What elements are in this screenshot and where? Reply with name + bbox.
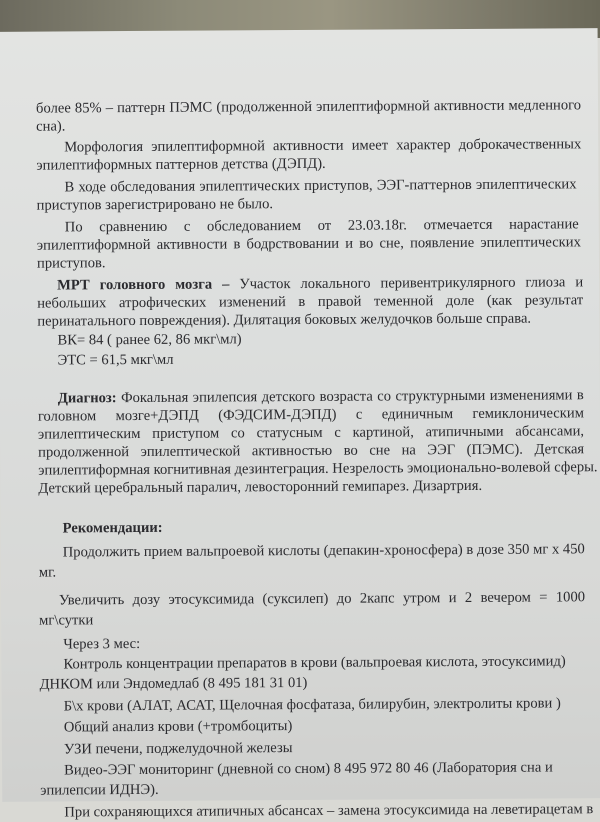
- text-line: сна).: [36, 118, 66, 135]
- mri-text: Участок локального перивентрикулярного глиоза и: [239, 274, 584, 293]
- text-line: Видео-ЭЭГ мониторинг (дневной со сном) 8 495 972 80 46 (Лаборатория сна и: [64, 759, 553, 779]
- diagnosis-label: Диагноз:: [57, 390, 117, 407]
- text-line: мг.: [38, 564, 57, 581]
- text-line: Общий анализ крови (+тромбоциты): [63, 718, 293, 736]
- text-line: УЗИ печени, поджелудочной железы: [63, 740, 293, 758]
- text-line: эпилепсии ИДНЭ).: [40, 781, 159, 799]
- text-line: Увеличить дозу этосуксимида (суксилеп) до 2капс утром и 2 вечером = 1000: [58, 589, 586, 609]
- text-line: головном мозге+ДЭПД (ФЭДСИМ-ДЭПД) с единичным гемиклоническим: [37, 405, 584, 425]
- text-line: мг\сутки: [39, 612, 94, 629]
- document-page: [0, 28, 600, 821]
- text-line: эпилептическим приступом со статусным с картиной, атипичными абсансами,: [37, 423, 585, 443]
- text-line: перинатального повреждения). Дилятация боковых желудочков больше справа.: [37, 310, 532, 330]
- recommendations-heading: Рекомендации:: [62, 519, 163, 537]
- text-line: эпилептиформных паттернов детства (ДЭПД).: [36, 155, 326, 174]
- text-line: более 85% – паттерн ПЭМС (продолженной эпилептиформной активности медленного: [35, 97, 582, 117]
- text-line: продолженной эпилептической активностью во сне на ЭЭГ (ПЭМС). Детская: [38, 441, 585, 461]
- diagnosis-text: Фокальная эпилепсия детского возраста со структурными изменениями в: [121, 387, 584, 407]
- text-line: При сохраняющихся атипичных абсансах – замена этосуксимида на леветирацетам в: [64, 801, 594, 821]
- text-line: приступов зарегистрировано не было.: [36, 196, 274, 214]
- text-line: Морфология эпилептиформной активности имеет характер доброкачественных: [64, 136, 582, 156]
- text-line: Продолжить прием вальпроевой кислоты (депакин-хроносфера) в дозе 350 мг х 450: [62, 541, 585, 561]
- text-line: ВК= 84 ( ранее 62, 86 мкг\мл): [57, 331, 242, 349]
- text-line: По сравнению с обследованием от 23.03.18г. отмечается нарастание: [64, 216, 579, 236]
- text-line: ЭТС = 61,5 мкг\мл: [57, 351, 174, 369]
- mri-label: МРТ головного мозга –: [57, 276, 230, 294]
- text-line: эпилептиформной активности в бодрствовании и во сне, появление эпилептических: [36, 234, 581, 254]
- text-line: Контроль концентрации препаратов в крови (вальпроевая кислота, этосуксимид): [63, 653, 566, 673]
- text-line: приступов.: [36, 255, 106, 272]
- text-line: небольших атрофических изменений в правой теменной доле (как результат: [37, 292, 584, 312]
- text-line: Б\х крови (АЛАТ, АСАТ, Щелочная фосфатаза, билирубин, электролиты крови ): [63, 695, 561, 715]
- text-line: В ходе обследования эпилептических приступов, ЭЭГ-паттернов эпилептических: [64, 176, 577, 196]
- text-line: Через 3 мес:: [63, 635, 141, 653]
- text-line: эпилептиформная когнитивная дезинтеграция. Незрелость эмоционально-волевой сферы.: [38, 459, 598, 479]
- text-line: Детский церебральный паралич, левосторонний гемипарез. Дизартрия.: [38, 477, 483, 497]
- text-line: ДНКОМ или Эндомедлаб (8 495 181 31 01): [39, 674, 308, 693]
